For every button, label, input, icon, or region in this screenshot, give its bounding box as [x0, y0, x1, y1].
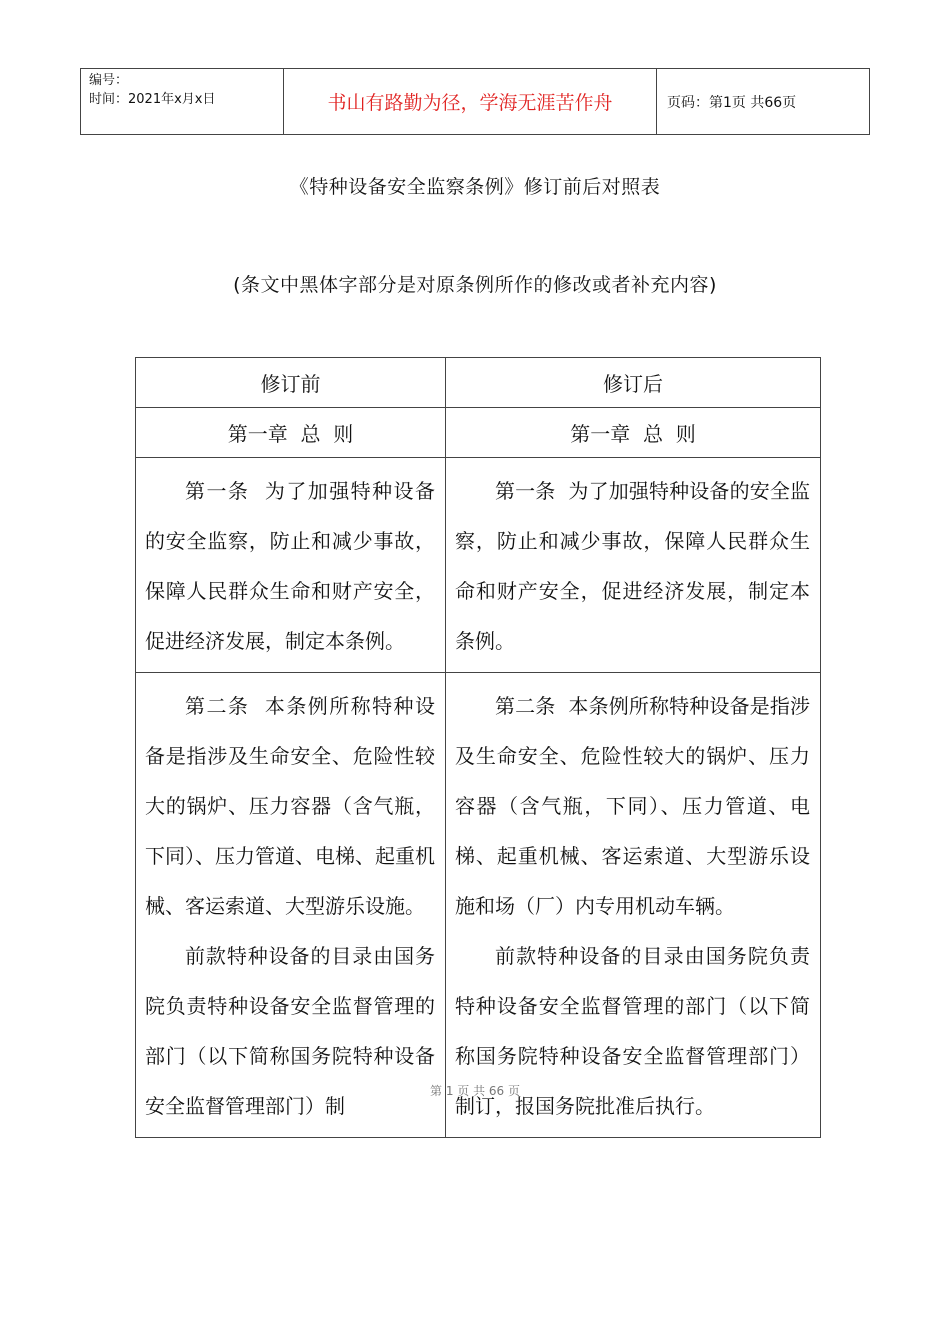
article-cell-after	[446, 458, 821, 673]
chapter-heading-after: 第一章 总 则	[446, 408, 821, 458]
document-title: 《特种设备安全监察条例》修订前后对照表	[289, 176, 661, 198]
document-subtitle: (条文中黑体字部分是对原条例所作的修改或者补充内容)	[233, 274, 717, 296]
header-meta	[81, 69, 284, 134]
page-info: 页码：第1页 共66页	[667, 94, 797, 111]
comparison-table	[135, 357, 821, 1138]
table-row	[136, 673, 821, 1138]
column-header-before: 修订前	[136, 358, 446, 408]
article-paragraph: 第一条 为了加强特种设备的安全监察，防止和减少事故，保障人民群众生命和财产安全，促进经济发展，制定本条例。	[145, 479, 435, 653]
chapter-heading-before: 第一章 总 则	[136, 408, 446, 458]
article-cell-before	[136, 673, 446, 1138]
column-header-after: 修订后	[446, 358, 821, 408]
table-row	[136, 458, 821, 673]
article-paragraph: 第二条 本条例所称特种设备是指涉及生命安全、危险性较大的锅炉、压力容器（含气瓶，下同）、压力管道、电梯、起重机械、客运索道、大型游乐设施和场（厂）内专用机动车辆。	[455, 694, 810, 918]
article-cell-before	[136, 458, 446, 673]
chapter-row	[136, 408, 821, 458]
article-paragraph: 前款特种设备的目录由国务院负责特种设备安全监督管理的部门（以下简称国务院特种设备安全监督管理部门）制订，报国务院批准后执行。	[455, 944, 810, 1118]
header-box	[80, 68, 870, 135]
table-header-row	[136, 358, 821, 408]
motto: 书山有路勤为径，学海无涯苦作舟	[284, 69, 657, 134]
date-label: 时间：2021年x月x日	[89, 92, 216, 107]
article-paragraph: 第一条 为了加强特种设备的安全监察，防止和减少事故，保障人民群众生命和财产安全，促进经济发展，制定本条例。	[455, 479, 810, 653]
article-cell-after	[446, 673, 821, 1138]
page-footer: 第 1 页 共 66 页	[430, 1084, 520, 1098]
article-paragraph: 第二条 本条例所称特种设备是指涉及生命安全、危险性较大的锅炉、压力容器（含气瓶，下同）、压力管道、电梯、起重机械、客运索道、大型游乐设施。	[145, 694, 435, 918]
number-label: 编号：	[89, 73, 129, 88]
article-paragraph: 前款特种设备的目录由国务院负责特种设备安全监督管理的部门（以下简称国务院特种设备安全监督管理部门）制	[145, 944, 435, 1118]
